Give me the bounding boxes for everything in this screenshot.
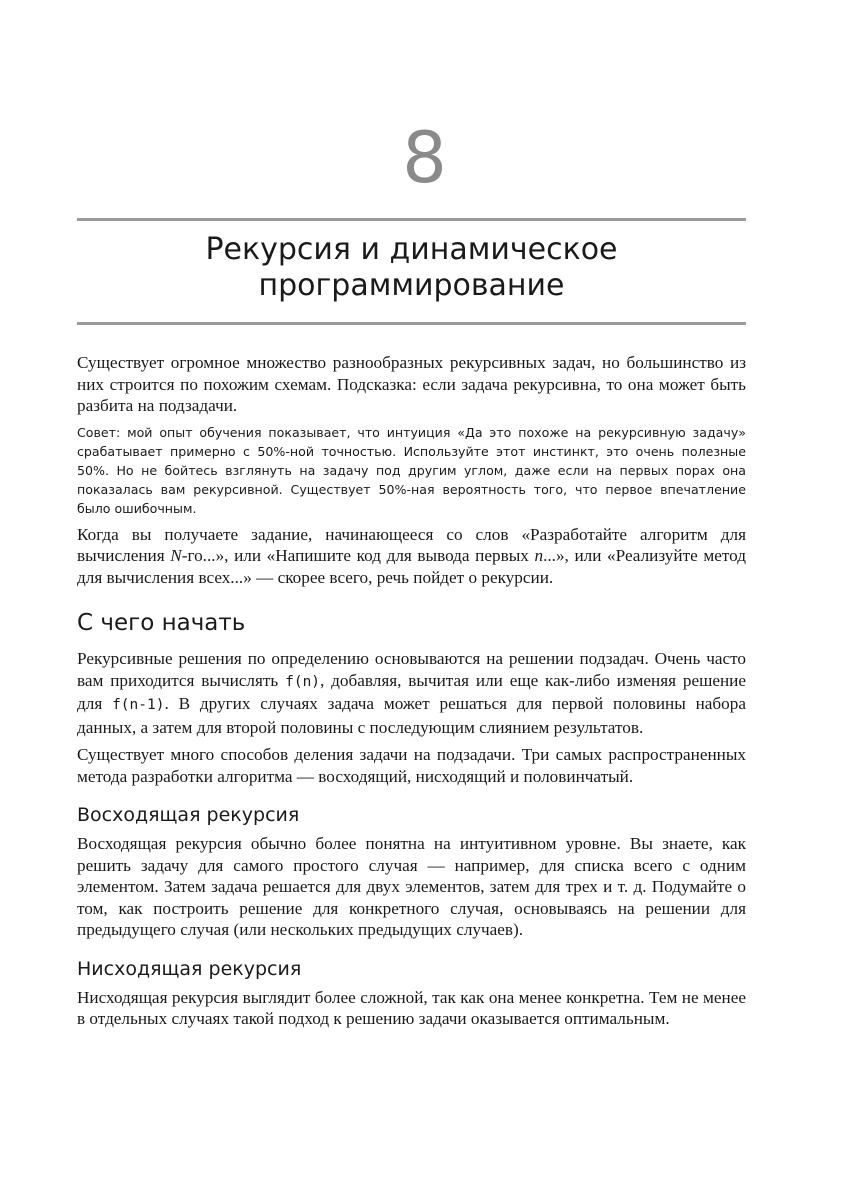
chapter-number: 8 — [402, 117, 447, 199]
subsection1-paragraph: Восходящая рекурсия обычно более понятна на интуитивном уровне. Вы знаете, как решить задачу для самого простого случая — например, для списка всего с одним элементом. Затем задача решается для двух элементов, затем для трех и т. д. Подумайте о том, как построить решение для конкретного случая, основываясь на решении для предыдущего случая (или нескольких предыдущих случаев). — [77, 834, 746, 939]
section1-paragraph-1 — [77, 648, 746, 738]
subsection-heading-top-down: Нисходящая рекурсия — [77, 957, 302, 980]
intro-paragraph-2-part-a: Когда вы получаете задание, начинающееся со слов «Разработайте алгоритм для вычисления — [77, 524, 746, 565]
chapter-title — [77, 232, 746, 304]
variable-n: n — [534, 546, 544, 565]
tip-note: Совет: мой опыт обучения показывает, что интуиция «Да это похоже на рекурсивную задачу» срабатывает примерно с 50%-ной точностью. Используйте этот инстинкт, это очень полезные 50%. Но не бойтесь взглянуть на задачу под другим углом, даже если на первых порах она показалась вам рекурсивной. Существует 50%-ная вероятность того, что первое впечатление было ошибочным. — [77, 424, 746, 516]
intro-paragraph-1: Существует огромное множество разнообразных рекурсивных задач, но большинство из них строится по похожим схемам. Подсказка: если задача рекурсивна, то она может быть разбита на подзадачи. — [77, 353, 746, 415]
chapter-title-line1: Рекурсия и динамическое — [205, 232, 618, 267]
variable-N: N — [170, 546, 182, 565]
intro-paragraph-2 — [77, 524, 746, 589]
section1-paragraph-1-part-c: . В других случаях задача может решаться для первой половины набора данных, а затем для второй половины с последующим слиянием результатов. — [77, 694, 746, 737]
code-f-n: f(n) — [285, 673, 321, 690]
code-f-n-minus-1: f(n-1) — [112, 697, 165, 713]
section-heading-getting-started: С чего начать — [77, 610, 246, 636]
chapter-title-bottom-rule — [77, 322, 746, 325]
chapter-title-line2: программирование — [258, 268, 565, 303]
section1-paragraph-2: Существует много способов деления задачи на подзадачи. Три самых распространенных метода разработки алгоритма — восходящий, нисходящий и половинчатый. — [77, 745, 746, 786]
intro-paragraph-2-part-b: -го...», или «Напишите код для вывода первых — [181, 546, 535, 565]
chapter-title-top-rule — [77, 218, 746, 221]
intro-paragraph-2-part-c: ...», или «Реализуйте метод для вычисления всех...» — скорее всего, речь пойдет о рекурсии. — [77, 546, 746, 587]
section1-paragraph-1-part-a: Рекурсивные решения по определению основываются на решении подзадач. Очень часто вам приходится вычислять — [77, 649, 746, 690]
subsection2-paragraph: Нисходящая рекурсия выглядит более сложной, так как она менее конкретна. Тем не менее в отдельных случаях такой подход к решению задачи оказывается оптимальным. — [77, 987, 746, 1028]
section1-paragraph-1-part-b: , добавляя, вычитая или еще как-либо изменяя решение для — [77, 670, 746, 713]
page-content — [77, 352, 746, 1036]
subsection-heading-bottom-up: Восходящая рекурсия — [77, 804, 300, 826]
